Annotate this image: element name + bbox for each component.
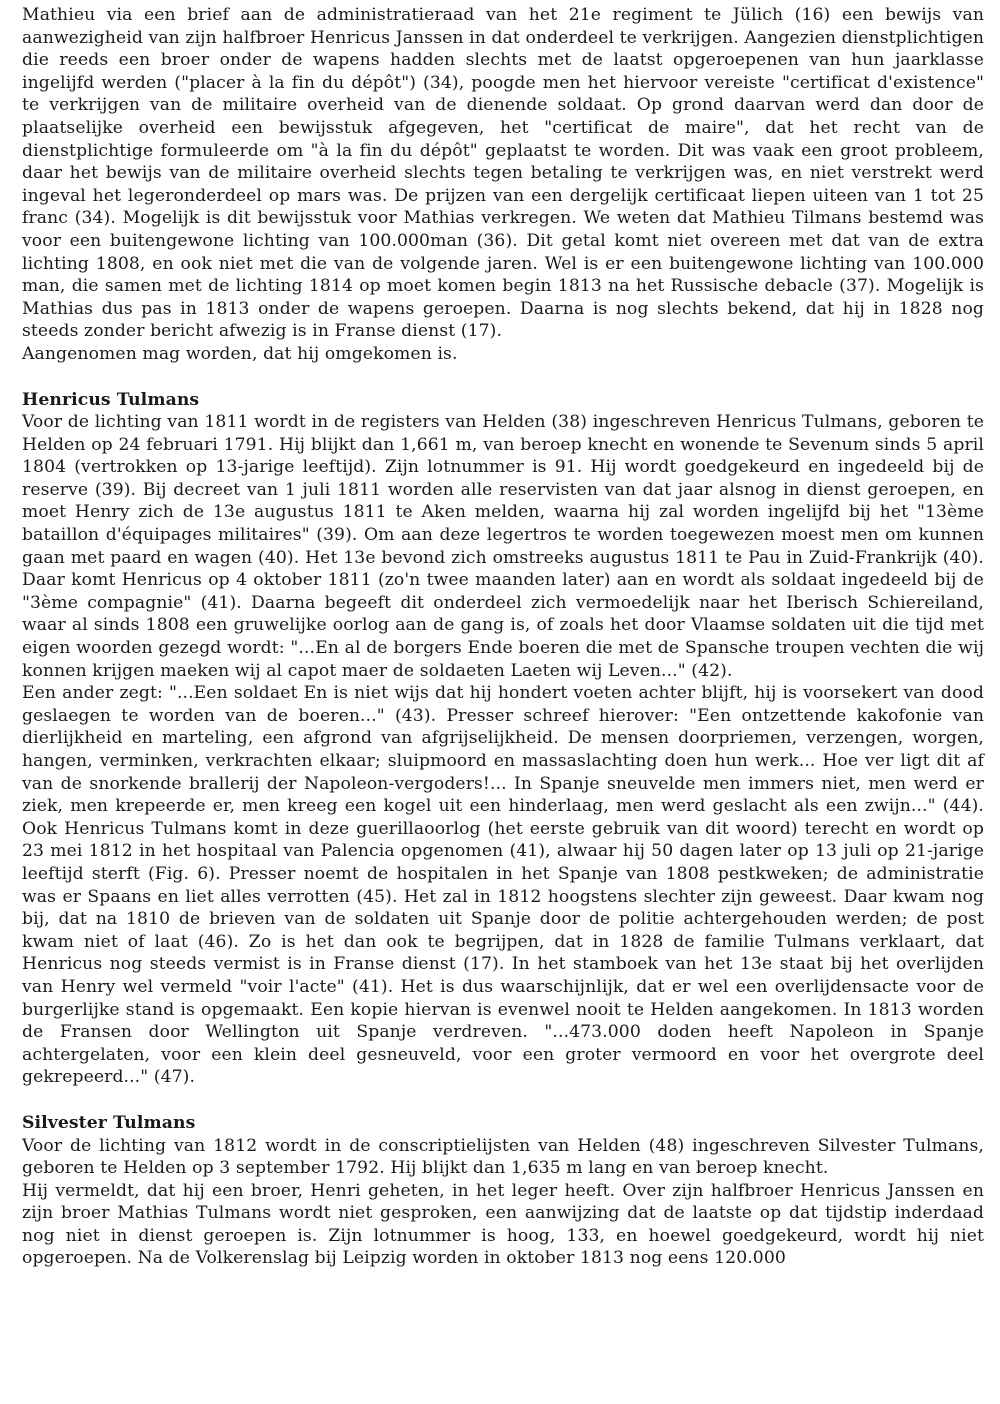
section-heading: Silvester Tulmans bbox=[22, 1112, 196, 1133]
paragraph: Voor de lichting van 1811 wordt in de registers van Helden (38) ingeschreven Henricus Tulmans, geboren te Helden op 24 februari 1791. Hij blijkt dan 1,661 m, van beroep knecht en wonende te Sevenum sinds 5 april 1804 (vertrokken op 13-jarige leeftijd). Zijn lotnummer is 91. Hij wordt goedgekeurd en ingedeeld bij de reserve (39). Bij decreet van 1 juli 1811 worden alle reservisten van dat jaar alsnog in dienst geroepen, en moet Henry zich de 13e augustus 1811 te Aken melden, waarna hij zal worden ingelijfd bij het "13ème bataillon d'équipages militaires" (39). Om aan deze legertros te worden toegewezen moest men om kunnen gaan met paard en wagen (40). Het 13e bevond zich omstreeks augustus 1811 te Pau in Zuid-Frankrijk (40). Daar komt Henricus op 4 oktober 1811 (zo'n twee maanden later) aan en wordt als soldaat ingedeeld bij de "3ème compagnie" (41). Daarna begeeft dit onderdeel zich vermoedelijk naar het Iberisch Schiereiland, waar al sinds 1808 een gruwelijke oorlog aan de gang is, of zoals het door Vlaamse soldaten uit die tijd met eigen woorden gezegd wordt: "...En al de borgers Ende boeren die met de Spansche troupen vechten die wij konnen krijgen maeken wij al capot maer de soldaeten Laeten wij Leven..." (42). bbox=[22, 412, 984, 681]
paragraph: Voor de lichting van 1812 wordt in de conscriptielijsten van Helden (48) ingeschreven Silvester Tulmans, geboren te Helden op 3 september 1792. Hij blijkt dan 1,635 m lang en van beroep knecht. bbox=[22, 1135, 984, 1179]
paragraph: Mathieu via een brief aan de administratieraad van het 21e regiment te Jülich (16) een bewijs van aanwezigheid van zijn halfbroer Henricus Janssen in dat onderdeel te verkrijgen. Aangezien dienstplichtigen die reeds een broer onder de wapens hadden slechts met de laatst opgeroepenen van hun jaarklasse ingelijfd werden ("placer à la fin du dépôt") (34), poogde men het hiervoor vereiste "certificat d'existence" te verkrijgen van de militaire overheid van de dienende soldaat. Op grond daarvan werd dan door de plaatselijke overheid een bewijsstuk afgegeven, het "certificat de maire", dat het recht van de dienstplichtige formuleerde om "à la fin du dépôt" geplaatst te worden. Dit was vaak een groot probleem, daar het bewijs van de militaire overheid slechts tegen betaling te verkrijgen was, en niet verstrekt werd ingeval het legeronderdeel op mars was. De prijzen van een dergelijk certificaat liepen uiteen van 1 tot 25 franc (34). Mogelijk is dit bewijsstuk voor Mathias verkregen. We weten dat Mathieu Tilmans bestemd was voor een buitengewone lichting van 100.000man (36). Dit getal komt niet overeen met dat van de extra lichting 1808, en ook niet met die van de volgende jaren. Wel is er een buitengewone lichting van 100.000 man, die samen met de lichting 1814 op moet komen begin 1813 na het Russische debacle (37). Mogelijk is Mathias dus pas in 1813 onder de wapens geroepen. Daarna is nog slechts bekend, dat hij in 1828 nog steeds zonder bericht afwezig is in Franse dienst (17). bbox=[22, 5, 984, 342]
section-henricus-tulmans bbox=[22, 389, 984, 1089]
section-mathieu bbox=[22, 4, 984, 366]
document-page bbox=[22, 4, 984, 1270]
paragraph: Aangenomen mag worden, dat hij omgekomen is. bbox=[22, 343, 458, 364]
paragraph: Een ander zegt: "...Een soldaet En is niet wijs dat hij hondert voeten achter blijft, hij is voorsekert van dood geslaegen te worden van de boeren..." (43). Presser schreef hierover: "Een ontzettende kakofonie van dierlijkheid en marteling, een afgrond van afgrijselijkheid. De mensen doorpriemen, verzengen, worgen, hangen, verminken, verkrachten elkaar; sluipmoord en massaslachting doen hun werk... Hoe ver ligt dit af van de snorkende brallerij der Napoleon-vergoders!... In Spanje sneuvelde men immers niet, men werd er ziek, men krepeerde er, men kreeg een kogel uit een hinderlaag, men werd geslacht als een zwijn..." (44). Ook Henricus Tulmans komt in deze guerillaoorlog (het eerste gebruik van dit woord) terecht en wordt op 23 mei 1812 in het hospitaal van Palencia opgenomen (41), alwaar hij 50 dagen later op 13 juli op 21-jarige leeftijd sterft (Fig. 6). Presser noemt de hospitalen in het Spanje van 1808 pestkweken; de administratie was er Spaans en liet alles verrotten (45). Het zal in 1812 hoogstens slechter zijn geweest. Daar kwam nog bij, dat na 1810 de brieven van de soldaten uit Spanje door de politie achtergehouden werden; de post kwam niet of laat (46). Zo is het dan ook te begrijpen, dat in 1828 de familie Tulmans verklaart, dat Henricus nog steeds vermist is in Franse dienst (17). In het stamboek van het 13e staat bij het overlijden van Henry wel vermeld "voir l'acte" (41). Het is dus waarschijnlijk, dat er wel een overlijdensacte voor de burgerlijke stand is opgemaakt. Een kopie hiervan is evenwel nooit te Helden aangekomen. In 1813 worden de Fransen door Wellington uit Spanje verdreven. "...473.000 doden heeft Napoleon in Spanje achtergelaten, voor een klein deel gesneuveld, voor een groter vermoord en voor het overgrote deel gekrepeerd..." (47). bbox=[22, 683, 984, 1088]
section-heading: Henricus Tulmans bbox=[22, 389, 200, 410]
section-silvester-tulmans bbox=[22, 1112, 984, 1270]
paragraph: Hij vermeldt, dat hij een broer, Henri geheten, in het leger heeft. Over zijn halfbroer Henricus Janssen en zijn broer Mathias Tulmans wordt niet gesproken, een aanwijzing dat de laatste op dat tijdstip inderdaad nog niet in dienst geroepen is. Zijn lotnummer is hoog, 133, en hoewel goedgekeurd, wordt hij niet opgeroepen. Na de Volkerenslag bij Leipzig worden in oktober 1813 nog eens 120.000 bbox=[22, 1180, 984, 1269]
